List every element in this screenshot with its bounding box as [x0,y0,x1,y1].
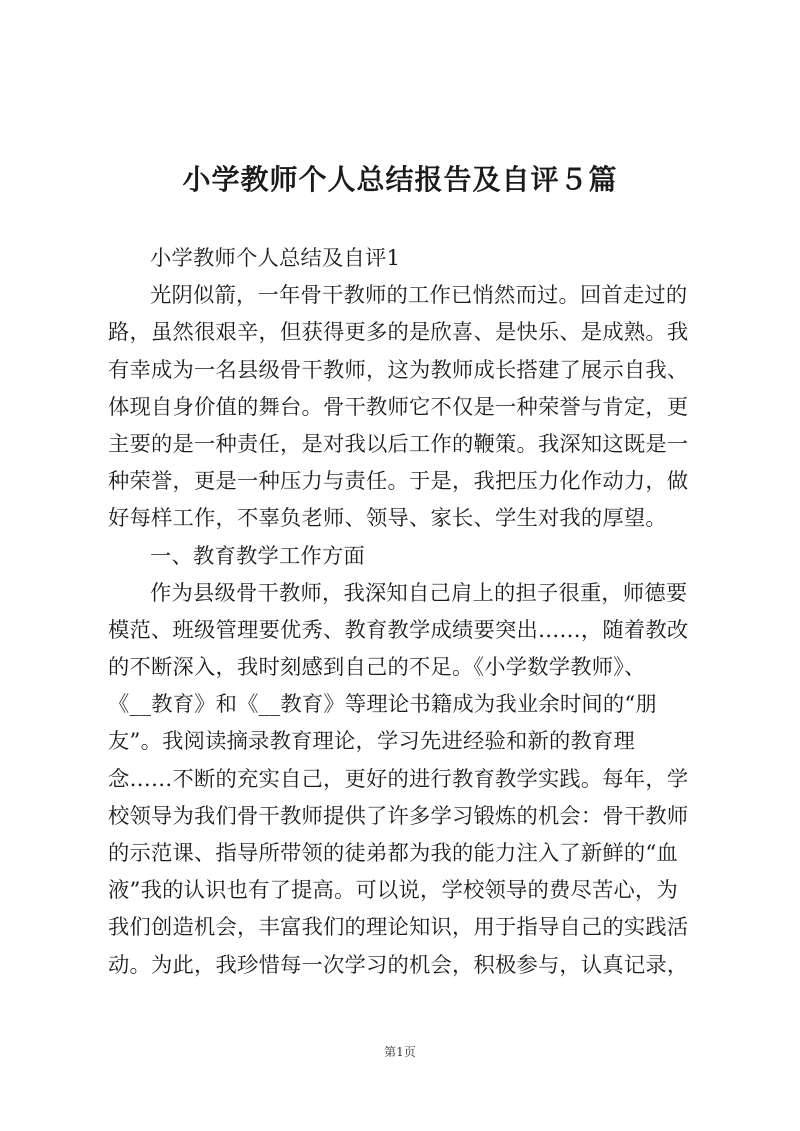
paragraph-line: 校领导为我们骨干教师提供了许多学习锻炼的机会：骨干教师 [108,803,689,829]
paragraph-line: 液”我的认识也有了提高。可以说，学校领导的费尽苦心，为 [108,878,679,904]
document-title: 小学教师个人总结报告及自评５篇 [182,163,618,196]
paragraph-line: 有幸成为一名县级骨干教师，这为教师成长搭建了展示自我、 [108,357,689,383]
paragraph-line: 体现自身价值的舞台。骨干教师它不仅是一种荣誉与肯定，更 [108,394,689,420]
paragraph-line: 主要的是一种责任，是对我以后工作的鞭策。我深知这既是一 [108,431,689,457]
page-number: 第1页 [384,1045,416,1059]
paragraph-line: 友”。我阅读摘录教育理论，学习先进经验和新的教育理 [108,729,636,755]
paragraph-line: 念……不断的充实自己，更好的进行教育教学实践。每年，学 [108,766,689,792]
paragraph-line: 我们创造机会，丰富我们的理论知识，用于指导自己的实践活 [108,915,689,941]
paragraph-line: 的不断深入，我时刻感到自己的不足。《小学数学教师》、 [108,655,646,681]
section-heading: 小学教师个人总结及自评1 [150,246,401,271]
paragraph-line: 光阴似箭，一年骨干教师的工作已悄然而过。回首走过的 [150,283,688,309]
paragraph-line: 的示范课、指导所带领的徒弟都为我的能力注入了新鲜的“血 [108,841,679,866]
paragraph-line: 种荣誉，更是一种压力与责任。于是，我把压力化作动力，做 [108,469,689,495]
paragraph-line: 路，虽然很艰辛，但获得更多的是欣喜、是快乐、是成熟。我 [108,320,689,346]
paragraph-line: 动。为此，我珍惜每一次学习的机会，积极参与，认真记录， [108,952,689,978]
section-heading: 一、教育教学工作方面 [150,543,365,569]
paragraph-line: 《__教育》和《__教育》等理论书籍成为我业余时间的“朋 [108,692,657,718]
document-body [108,240,688,984]
paragraph-line: 作为县级骨干教师，我深知自己肩上的担子很重，师德要 [150,580,688,606]
paragraph-line: 模范、班级管理要优秀、教育教学成绩要突出……，随着教改 [108,617,689,643]
paragraph-line: 好每样工作，不辜负老师、领导、家长、学生对我的厚望。 [108,506,667,532]
